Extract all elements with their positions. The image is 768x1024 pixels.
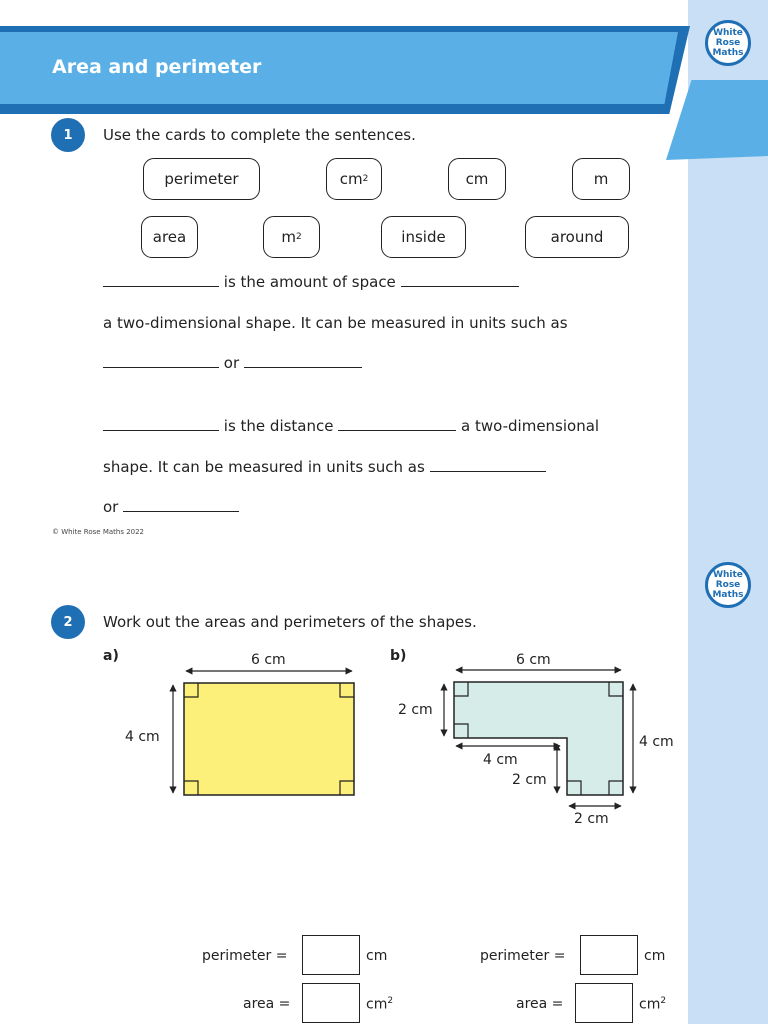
sentence-area-line3: or [103, 354, 362, 372]
dim-right-b: 4 cm [639, 734, 674, 750]
page-title: Area and perimeter [52, 56, 262, 78]
question-1-prompt: Use the cards to complete the sentences. [103, 126, 416, 144]
copyright: © White Rose Maths 2022 [52, 528, 145, 536]
area-label-b: area = [516, 996, 564, 1012]
card-cm[interactable]: cm [448, 158, 506, 200]
dim-top-b: 6 cm [516, 652, 551, 668]
card-inside[interactable]: inside [381, 216, 466, 258]
perimeter-answer-box-b[interactable] [580, 935, 638, 975]
card-area[interactable]: area [141, 216, 198, 258]
card-cm-squared[interactable]: cm 2 [326, 158, 382, 200]
white-rose-logo: White Rose Maths [705, 20, 751, 66]
rectangle-shape-a [184, 683, 354, 795]
dim-inner-horizontal-b: 4 cm [483, 752, 518, 768]
question-2-prompt: Work out the areas and perimeters of the shapes. [103, 613, 477, 631]
dim-height-a: 4 cm [125, 729, 160, 745]
perimeter-label-b: perimeter = [480, 948, 566, 964]
area-label-a: area = [243, 996, 291, 1012]
question-number-2: 2 [51, 605, 85, 639]
sentence-perimeter-line2: shape. It can be measured in units such as [103, 458, 546, 476]
dim-inner-vertical-b: 2 cm [512, 772, 547, 788]
area-unit-a: $cm^2$ [366, 996, 394, 1013]
part-b-label: b) [390, 648, 407, 664]
card-around[interactable]: around [525, 216, 629, 258]
area-answer-box-b[interactable] [575, 983, 633, 1023]
sentence-perimeter-line3: or [103, 498, 239, 516]
dim-bottom-b: 2 cm [574, 811, 609, 827]
card-perimeter[interactable]: perimeter [143, 158, 260, 200]
part-a-label: a) [103, 648, 119, 664]
perimeter-label-a: perimeter = [202, 948, 288, 964]
perimeter-unit-b: cm [644, 948, 666, 964]
white-rose-logo-2: White Rose Maths [705, 562, 751, 608]
sentence-area-line1: is the amount of space [103, 273, 519, 291]
dim-width-a: 6 cm [251, 652, 286, 668]
area-unit-b: $cm^2$ [639, 996, 667, 1013]
perimeter-unit-a: cm [366, 948, 388, 964]
question-number-1: 1 [51, 118, 85, 152]
sentence-area-line2: a two-dimensional shape. It can be measured in units such as [103, 314, 568, 332]
dim-left-b: 2 cm [398, 702, 433, 718]
card-m[interactable]: m [572, 158, 630, 200]
card-m-squared[interactable]: m 2 [263, 216, 320, 258]
perimeter-answer-box-a[interactable] [302, 935, 360, 975]
sentence-perimeter-line1: is the distance a two-dimensional [103, 417, 599, 435]
area-answer-box-a[interactable] [302, 983, 360, 1023]
